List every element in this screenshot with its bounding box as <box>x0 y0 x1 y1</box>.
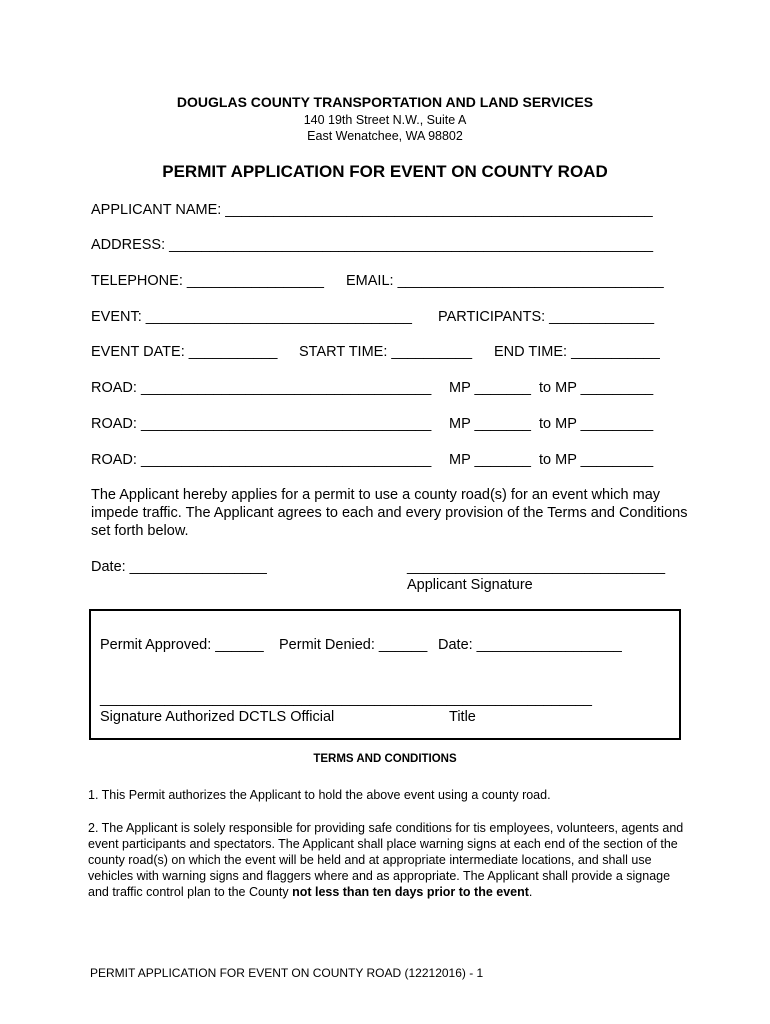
term-item-1: 1. This Permit authorizes the Applicant to hold the above event using a county road. <box>88 788 551 802</box>
permit-denied-field[interactable]: Permit Denied: ______ <box>279 637 428 653</box>
start-time-field[interactable]: START TIME: __________ <box>299 344 473 360</box>
term-item-2-end: . <box>528 885 533 899</box>
applicant-signature-label: Applicant Signature <box>407 577 533 593</box>
term-item-2 <box>88 820 688 900</box>
permit-approved-field[interactable]: Permit Approved: ______ <box>100 637 264 653</box>
road-field[interactable]: ROAD: ____________________________________ <box>91 380 432 396</box>
mp-field[interactable]: MP _______ <box>449 380 531 396</box>
official-title-label: Title <box>449 709 476 725</box>
official-signature-label: Signature Authorized DCTLS Official <box>100 709 335 725</box>
form-title: PERMIT APPLICATION FOR EVENT ON COUNTY ROAD <box>162 162 608 181</box>
road-field[interactable]: ROAD: ____________________________________ <box>91 452 432 468</box>
mp-field[interactable]: MP _______ <box>449 452 531 468</box>
agreement-paragraph: The Applicant hereby applies for a permit to use a county road(s) for an event which may impede traffic. The Applicant agrees to each and every provision of the Terms and Conditions set forth below. <box>91 487 688 539</box>
road-field[interactable]: ROAD: ____________________________________ <box>91 416 432 432</box>
address-line-2: East Wenatchee, WA 98802 <box>307 129 463 143</box>
official-signature-line[interactable]: _____________________________________________________________ <box>100 691 592 707</box>
participants-field[interactable]: PARTICIPANTS: _____________ <box>438 309 655 325</box>
event-field[interactable]: EVENT: _________________________________ <box>91 309 412 325</box>
date-field[interactable]: Date: _________________ <box>91 559 267 575</box>
email-field[interactable]: EMAIL: _________________________________ <box>346 273 664 289</box>
to-mp-field[interactable]: to MP _________ <box>539 452 654 468</box>
address-field[interactable]: ADDRESS: ____________________________________________________________ <box>91 237 654 253</box>
end-time-field[interactable]: END TIME: ___________ <box>494 344 660 360</box>
applicant-name-field[interactable]: APPLICANT NAME: _____________________________________________________ <box>91 202 653 218</box>
organization-name: DOUGLAS COUNTY TRANSPORTATION AND LAND SERVICES <box>176 94 594 110</box>
to-mp-field[interactable]: to MP _________ <box>539 416 654 432</box>
to-mp-field[interactable]: to MP _________ <box>539 380 654 396</box>
term-item-2-text: 2. The Applicant is solely responsible for providing safe conditions for tis employees, volunteers, agents and event participants and spectators. The Applicant shall place warning signs at each end of the section of the county road(s) on which the event will be held and at appropriate intermediate locations, and shall use vehicles with warning signs and flaggers where and as appropriate. The Applicant shall provide a signage and traffic control plan to the County <box>88 821 684 899</box>
approval-date-field[interactable]: Date: __________________ <box>438 637 622 653</box>
term-item-2-emphasis: not less than ten days prior to the event <box>292 885 529 899</box>
event-date-field[interactable]: EVENT DATE: ___________ <box>91 344 278 360</box>
terms-heading: TERMS AND CONDITIONS <box>313 753 457 765</box>
applicant-signature-line[interactable]: ________________________________ <box>407 559 666 575</box>
mp-field[interactable]: MP _______ <box>449 416 531 432</box>
telephone-field[interactable]: TELEPHONE: _________________ <box>91 273 324 289</box>
address-line-1: 140 19th Street N.W., Suite A <box>303 113 467 127</box>
page-footer: PERMIT APPLICATION FOR EVENT ON COUNTY ROAD (12212016) - 1 <box>90 966 484 980</box>
